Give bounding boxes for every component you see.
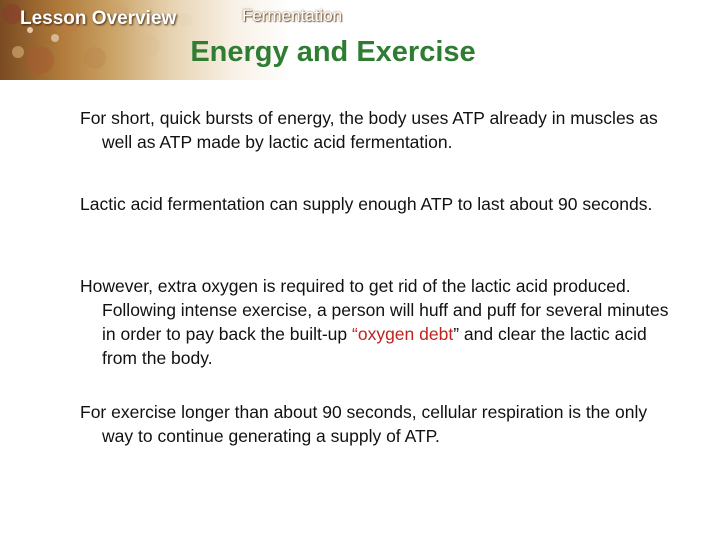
oxygen-debt-text-after: ” and clear the lactic acid from the body. xyxy=(102,324,647,368)
oxygen-debt-text-before: However, extra oxygen is required to get rid of the lactic acid produced. Following intense exercise, a person will huff and puff for several minutes in order to pay back the built-up xyxy=(80,276,669,344)
oxygen-debt-highlight: “oxygen debt xyxy=(352,324,454,344)
slide-title: Energy and Exercise xyxy=(190,36,476,68)
lesson-overview-label: Lesson Overview xyxy=(20,8,177,29)
topic-label: Fermentation xyxy=(242,6,343,25)
paragraph-cellular-respiration: For exercise longer than about 90 seconds, cellular respiration is the only way to continue generating a supply of ATP. xyxy=(80,402,648,446)
paragraph-short-bursts: For short, quick bursts of energy, the body uses ATP already in muscles as well as ATP made by lactic acid fermentation. xyxy=(80,108,658,152)
paragraph-oxygen-debt xyxy=(80,274,680,370)
paragraph-lactic-acid-duration: Lactic acid fermentation can supply enough ATP to last about 90 seconds. xyxy=(80,194,653,214)
